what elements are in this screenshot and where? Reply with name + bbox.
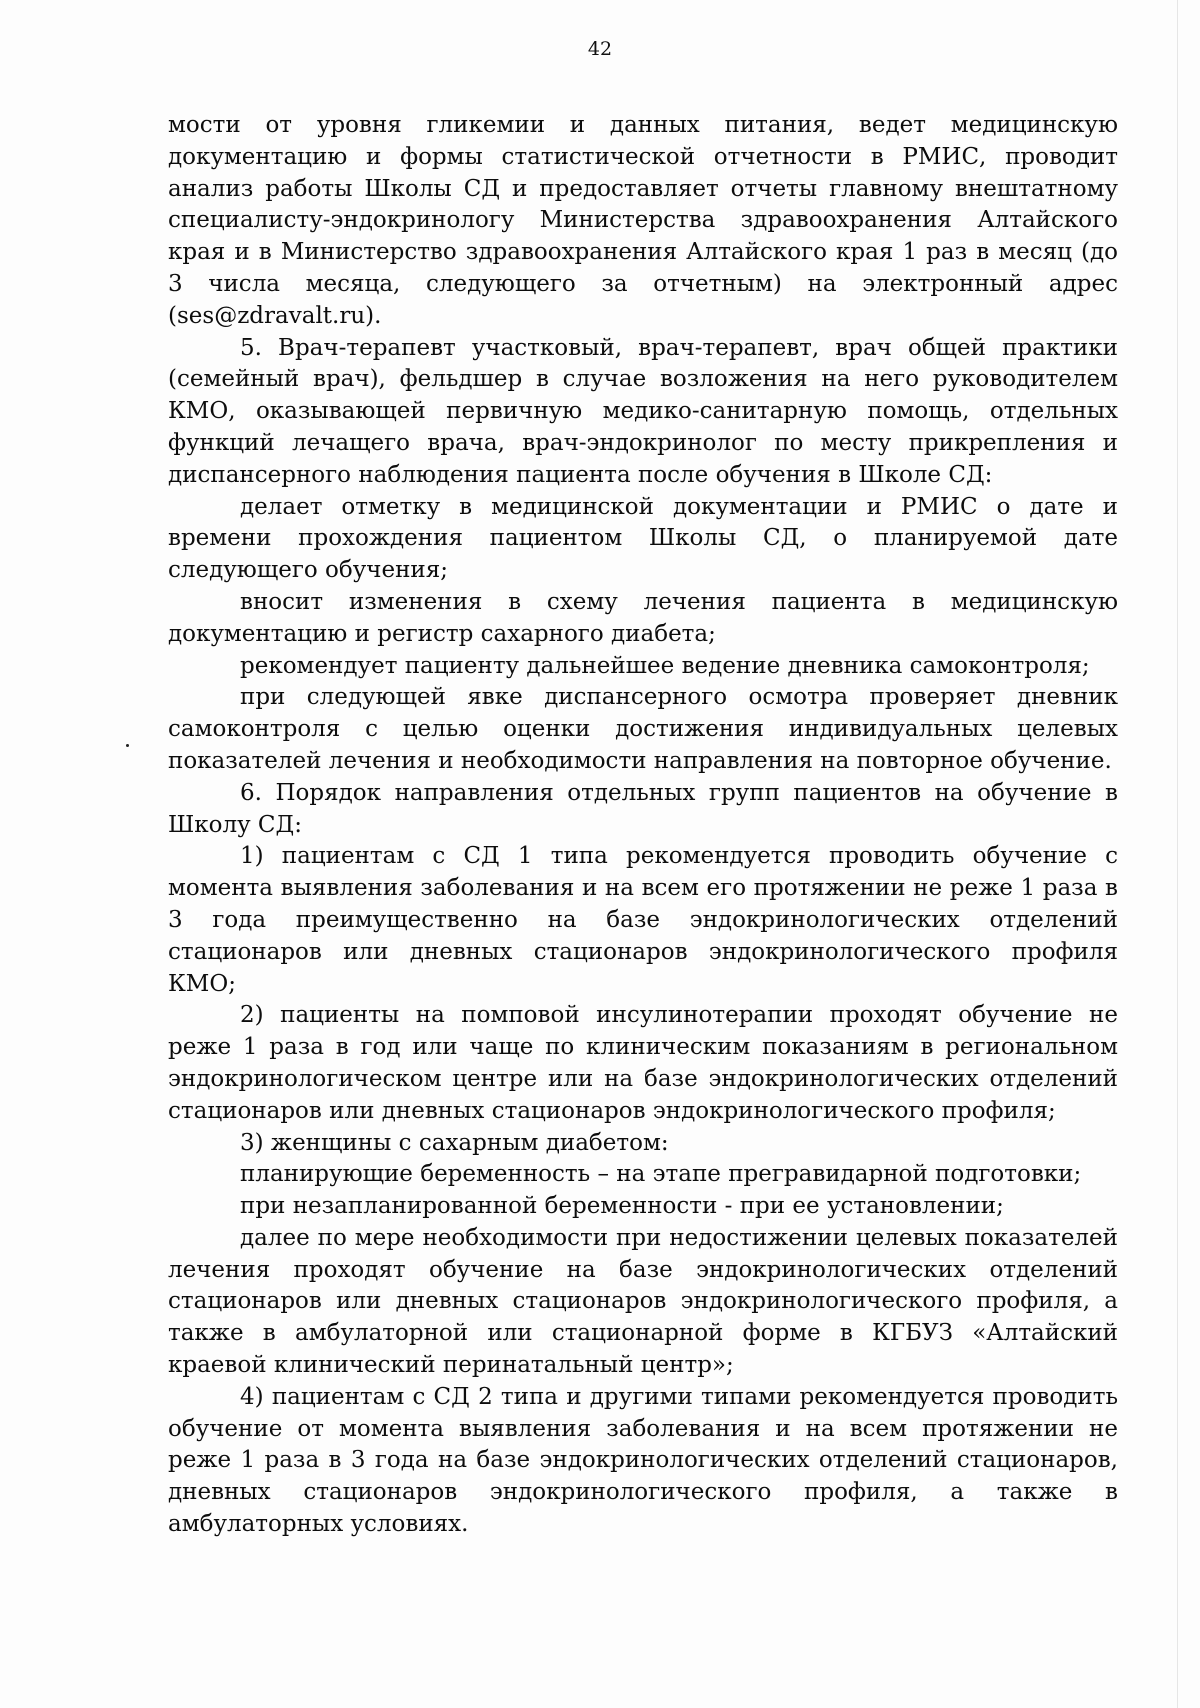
body-text: [168, 110, 1118, 1541]
paragraph-subitem-4: 4) пациентам с СД 2 типа и другими типами рекомендуется проводить обучение от момента выявления заболевания и на всем протяжении не реже 1 раза в 3 года на базе эндокринологических отделений стационаров, дневных стационаров эндокринологического профиля, а также в амбулаторных условиях.: [168, 1383, 1118, 1538]
paragraph-duty-mark: делает отметку в медицинской документации и РМИС о дате и времени прохождения пациентом Школы СД, о планируемой дате следующего обучения;: [168, 493, 1118, 584]
paragraph-subitem-3-planning: планирующие беременность – на этапе прегравидарной подготовки;: [240, 1161, 1082, 1188]
paragraph-subitem-3: 3) женщины с сахарным диабетом:: [240, 1129, 669, 1156]
paragraph-item-6: 6. Порядок направления отдельных групп пациентов на обучение в Школу СД:: [168, 779, 1118, 838]
paragraph-subitem-2: 2) пациенты на помповой инсулинотерапии проходят обучение не реже 1 раза в год или чаще по клиническим показаниям в региональном эндокринологическом центре или на базе эндокринологических отделений стационаров или дневных стационаров эндокринологического профиля;: [168, 1002, 1118, 1124]
scan-edge-line: [1177, 0, 1178, 1708]
paragraph-continuation: мости от уровня гликемии и данных питания, ведет медицинскую документацию и формы статистической отчетности в РМИС, проводит анализ работы Школы СД и предоставляет отчеты главному внештатному специалисту-эндокринологу Министерства здравоохранения Алтайского края и в Министерство здравоохранения Алтайского края 1 раз в месяц (до 3 числа месяца, следующего за отчетным) на электронный адрес (ses@zdravalt.ru).: [168, 112, 1118, 329]
page-number: 42: [587, 38, 613, 60]
scan-speck: [126, 744, 129, 747]
paragraph-subitem-3-unplanned: при незапланированной беременности - при ее установлении;: [240, 1193, 1004, 1220]
paragraph-duty-diary: рекомендует пациенту дальнейшее ведение дневника самоконтроля;: [240, 652, 1090, 679]
paragraph-subitem-1: 1) пациентам с СД 1 типа рекомендуется проводить обучение с момента выявления заболевания и на всем его протяжении не реже 1 раза в 3 года преимущественно на базе эндокринологических отделений стационаров или дневных стационаров эндокринологического профиля КМО;: [168, 843, 1118, 997]
paragraph-subitem-3-further: далее по мере необходимости при недостижении целевых показателей лечения проходят обучение на базе эндокринологических отделений стационаров или дневных стационаров эндокринологического профиля, а также в амбулаторной или стационарной форме в КГБУЗ «Алтайский краевой клинический перинатальный центр»;: [168, 1224, 1118, 1379]
paragraph-duty-changes: вносит изменения в схему лечения пациента в медицинскую документацию и регистр сахарного диабета;: [168, 588, 1118, 647]
paragraph-item-5: 5. Врач-терапевт участковый, врач-терапевт, врач общей практики (семейный врач), фельдшер в случае возложения на него руководителем КМО, оказывающей первичную медико-санитарную помощь, отдельных функций лечащего врача, врач-эндокринолог по месту прикрепления и диспансерного наблюдения пациента после обучения в Школе СД:: [168, 334, 1118, 488]
paragraph-duty-check: при следующей явке диспансерного осмотра проверяет дневник самоконтроля с целью оценки достижения индивидуальных целевых показателей лечения и необходимости направления на повторное обучение.: [168, 684, 1118, 774]
